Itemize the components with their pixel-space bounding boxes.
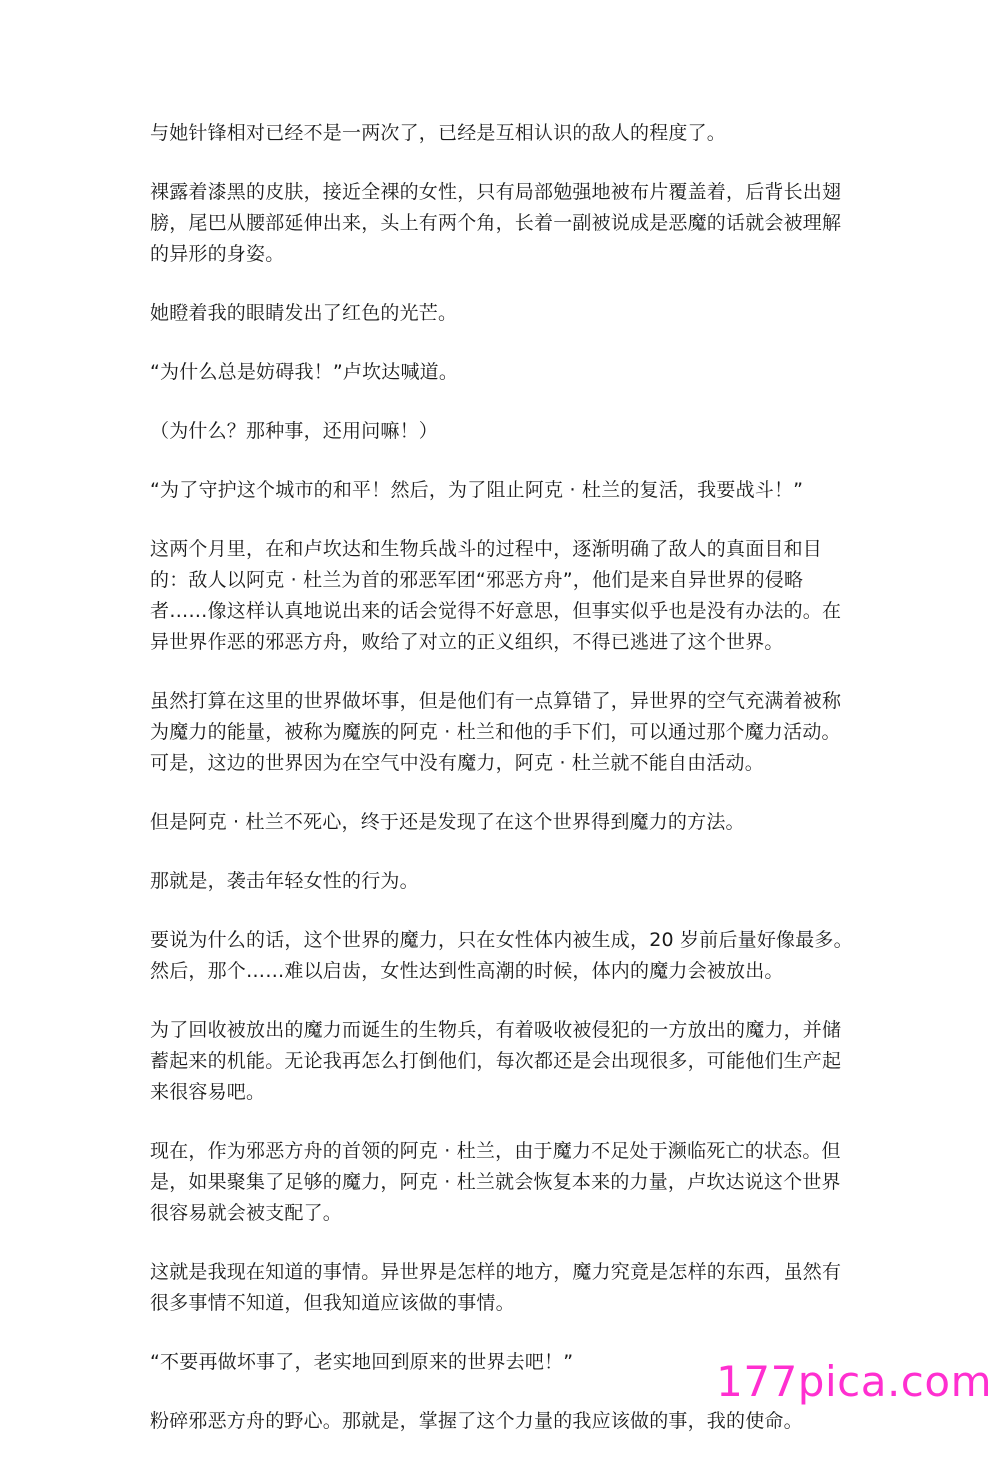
document-body xyxy=(150,118,855,1465)
paragraph: 这就是我现在知道的事情。异世界是怎样的地方，魔力究竟是怎样的东西，虽然有很多事情不知道，但我知道应该做的事情。 xyxy=(150,1261,842,1314)
paragraph: 但是阿克 · 杜兰不死心，终于还是发现了在这个世界得到魔力的方法。 xyxy=(150,811,745,833)
paragraph: （为什么？那种事，还用问嘛！） xyxy=(150,420,439,442)
paragraph: 现在，作为邪恶方舟的首领的阿克 · 杜兰，由于魔力不足处于濒临死亡的状态。但是，如果聚集了足够的魔力，阿克 · 杜兰就会恢复本来的力量，卢坎达说这个世界很容易就会被支配了。 xyxy=(150,1140,841,1224)
paragraph: 裸露着漆黑的皮肤，接近全裸的女性，只有局部勉强地被布片覆盖着，后背长出翅膀，尾巴从腰部延伸出来，头上有两个角，长着一副被说成是恶魔的话就会被理解的异形的身姿。 xyxy=(150,181,842,265)
paragraph: 这两个月里，在和卢坎达和生物兵战斗的过程中，逐渐明确了敌人的真面目和目的：敌人以阿克 · 杜兰为首的邪恶军团“邪恶方舟”，他们是来自异世界的侵略者……像这样认真地说出来的话会觉得不好意思，但事实似乎也是没有办法的。在异世界作恶的邪恶方舟，败给了对立的正义组织，不得已逃进了这个世界。 xyxy=(150,538,842,653)
paragraph: “不要再做坏事了，老实地回到原来的世界去吧！” xyxy=(150,1351,574,1373)
paragraph: “为什么总是妨碍我！”卢坎达喊道。 xyxy=(150,361,459,383)
paragraph: “为了守护这个城市的和平！然后，为了阻止阿克 · 杜兰的复活，我要战斗！” xyxy=(150,479,804,501)
paragraph: 要说为什么的话，这个世界的魔力，只在女性体内被生成，20 岁前后量好像最多。然后，那个……难以启齿，女性达到性高潮的时候，体内的魔力会被放出。 xyxy=(150,929,853,982)
paragraph: 为了回收被放出的魔力而诞生的生物兵，有着吸收被侵犯的一方放出的魔力，并储蓄起来的机能。无论我再怎么打倒他们，每次都还是会出现很多，可能他们生产起来很容易吧。 xyxy=(150,1019,842,1103)
paragraph: 粉碎邪恶方舟的野心。那就是，掌握了这个力量的我应该做的事，我的使命。 xyxy=(150,1410,803,1432)
paragraph: 那就是，袭击年轻女性的行为。 xyxy=(150,870,419,892)
paragraph: 虽然打算在这里的世界做坏事，但是他们有一点算错了，异世界的空气充满着被称为魔力的能量，被称为魔族的阿克 · 杜兰和他的手下们，可以通过那个魔力活动。可是，这边的世界因为在空气中没有魔力，阿克 · 杜兰就不能自由活动。 xyxy=(150,690,842,774)
watermark-text: 177pica.com xyxy=(716,1357,992,1406)
paragraph: 与她针锋相对已经不是一两次了，已经是互相认识的敌人的程度了。 xyxy=(150,122,727,144)
paragraph: 她瞪着我的眼睛发出了红色的光芒。 xyxy=(150,302,458,324)
